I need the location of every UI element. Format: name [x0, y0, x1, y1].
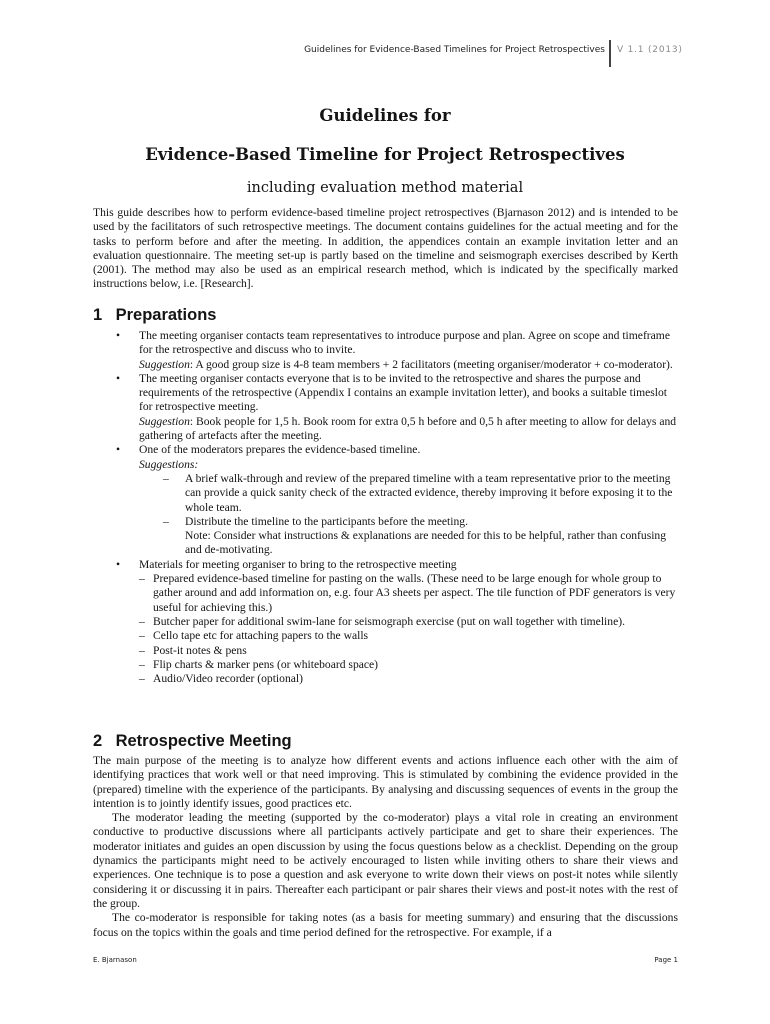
list-item-text: The meeting organiser contacts team representatives to introduce purpose and plan. Agree on scope and timeframe for the retrospective and discuss who to invite.: [139, 329, 670, 357]
header-divider: [609, 40, 611, 67]
list-item-text: One of the moderators prepares the evidence-based timeline.: [139, 443, 421, 457]
list-item-text: Materials for meeting organiser to bring to the retrospective meeting: [139, 557, 457, 571]
list-item: [93, 558, 678, 687]
list-item: [93, 443, 678, 557]
paragraph: The co-moderator is responsible for taking notes (as a basis for meeting summary) and ensuring that the discussions focus on the topics within the goals and time period defined for the retrospective. For example, if a: [93, 911, 678, 939]
section-number: 1: [93, 306, 103, 324]
footer-page-number: Page 1: [654, 956, 678, 964]
sub-list-item-text: Distribute the timeline to the participants before the meeting.: [185, 514, 468, 528]
sub-list-item: [139, 658, 678, 672]
sub-list-item-text: A brief walk-through and review of the prepared timeline with a team representative prior to the meeting can provide a quick sanity check of the extracted evidence, thereby improving it before exposing it to the whole team.: [185, 471, 673, 514]
section-title: Preparations: [115, 306, 217, 324]
retrospective-meeting-body: [93, 754, 678, 940]
note-text: Note: Consider what instructions & explanations are needed for this to be helpful, rather than confusing and de-motivating.: [185, 529, 667, 557]
list-item-text: The meeting organiser contacts everyone that is to be invited to the retrospective and shares the purpose and requirements of the retrospective (Appendix I contains an example invitation letter), and books a suitable timeslot for retrospective meeting.: [139, 371, 668, 414]
suggestion-label: Suggestions:: [139, 457, 199, 471]
section-heading-retrospective-meeting: [93, 732, 292, 751]
sub-list-item-text: Audio/Video recorder (optional): [153, 672, 303, 686]
section-heading-preparations: [93, 306, 216, 325]
paragraph: The main purpose of the meeting is to analyze how different events and actions influence each other with the aim of identifying practices that work well or that need improving. This is stimulated by combining the evidence provided in the (prepared) timeline with the experience of the participants. By analysing and discussing sequences of events in the group the intention is to jointly identify issues, good practices etc.: [93, 754, 678, 810]
sub-list-item: [139, 615, 678, 629]
document-title-line2: Evidence-Based Timeline for Project Retrospectives: [145, 145, 625, 164]
header-title: Guidelines for Evidence-Based Timelines for Project Retrospectives: [304, 45, 605, 55]
sub-list-item-text: Butcher paper for additional swim-lane for seismograph exercise (put on wall together with timeline).: [153, 614, 625, 628]
preparations-list: [93, 329, 678, 686]
sub-list-item: [139, 629, 678, 643]
sub-list: [139, 572, 678, 686]
document-title-line1: Guidelines for: [319, 106, 451, 125]
sub-list-item: [139, 515, 678, 558]
footer-author: E. Bjarnason: [93, 956, 137, 964]
suggestion-text: : Book people for 1,5 h. Book room for extra 0,5 h before and 0,5 h after meeting to allow for delays and gathering of artefacts after the meeting.: [139, 414, 677, 443]
sub-list-item: [139, 472, 678, 515]
section-number: 2: [93, 732, 103, 750]
header-version: V 1.1 (2013): [617, 45, 683, 55]
suggestion-label: Suggestion: [139, 414, 190, 428]
sub-list-item-text: Cello tape etc for attaching papers to the walls: [153, 629, 369, 643]
suggestion-text: : A good group size is 4-8 team members + 2 facilitators (meeting organiser/moderator + co-moderator).: [189, 357, 673, 371]
sub-list: [139, 472, 678, 558]
paragraph: The moderator leading the meeting (supported by the co-moderator) plays a vital role in creating an environment conductive to productive discussions where all participants actively participate and get to share their experiences. The moderator initiates and guides an open discussion by using the focus questions below as a checklist. Depending on the group dynamics the participants might need to be actively encouraged to listen while inviting others to share their views and experiences. One technique is to pose a question and ask everyone to write down their views on post-it notes while silently considering it or discussing it in pairs. Thereafter each participant or pair shares their views and post-it notes with the rest of the group.: [93, 811, 678, 910]
sub-list-item: [139, 572, 678, 615]
list-item: [93, 329, 678, 372]
suggestion-label: Suggestion: [139, 357, 190, 371]
document-subtitle: including evaluation method material: [246, 180, 524, 196]
sub-list-item-text: Prepared evidence-based timeline for pasting on the walls. (These need to be large enough for whole group to gather around and add information on, e.g. four A3 sheets per aspect. The tile function of PDF generators is very useful for achieving this.): [153, 572, 676, 614]
sub-list-item: [139, 644, 678, 658]
sub-list-item: [139, 672, 678, 686]
list-item: [93, 372, 678, 443]
intro-paragraph: This guide describes how to perform evidence-based timeline project retrospectives (Bjarnason 2012) and is intended to be used by the facilitators of such retrospective meetings. The document contains guidelines for the actual meeting and for the tasks to perform before and after the meeting. In addition, the appendices contain an example invitation letter and an evaluation questionnaire. The meeting set-up is partly based on the timeline and seismograph exercises described by Kerth (2001). The method may also be used as an empirical research method, which is indicated by the specifically marked instructions below, i.e. [Research].: [93, 206, 678, 291]
section-title: Retrospective Meeting: [115, 732, 292, 750]
sub-list-item-text: Post-it notes & pens: [153, 643, 247, 657]
sub-list-item-text: Flip charts & marker pens (or whiteboard space): [153, 657, 379, 671]
